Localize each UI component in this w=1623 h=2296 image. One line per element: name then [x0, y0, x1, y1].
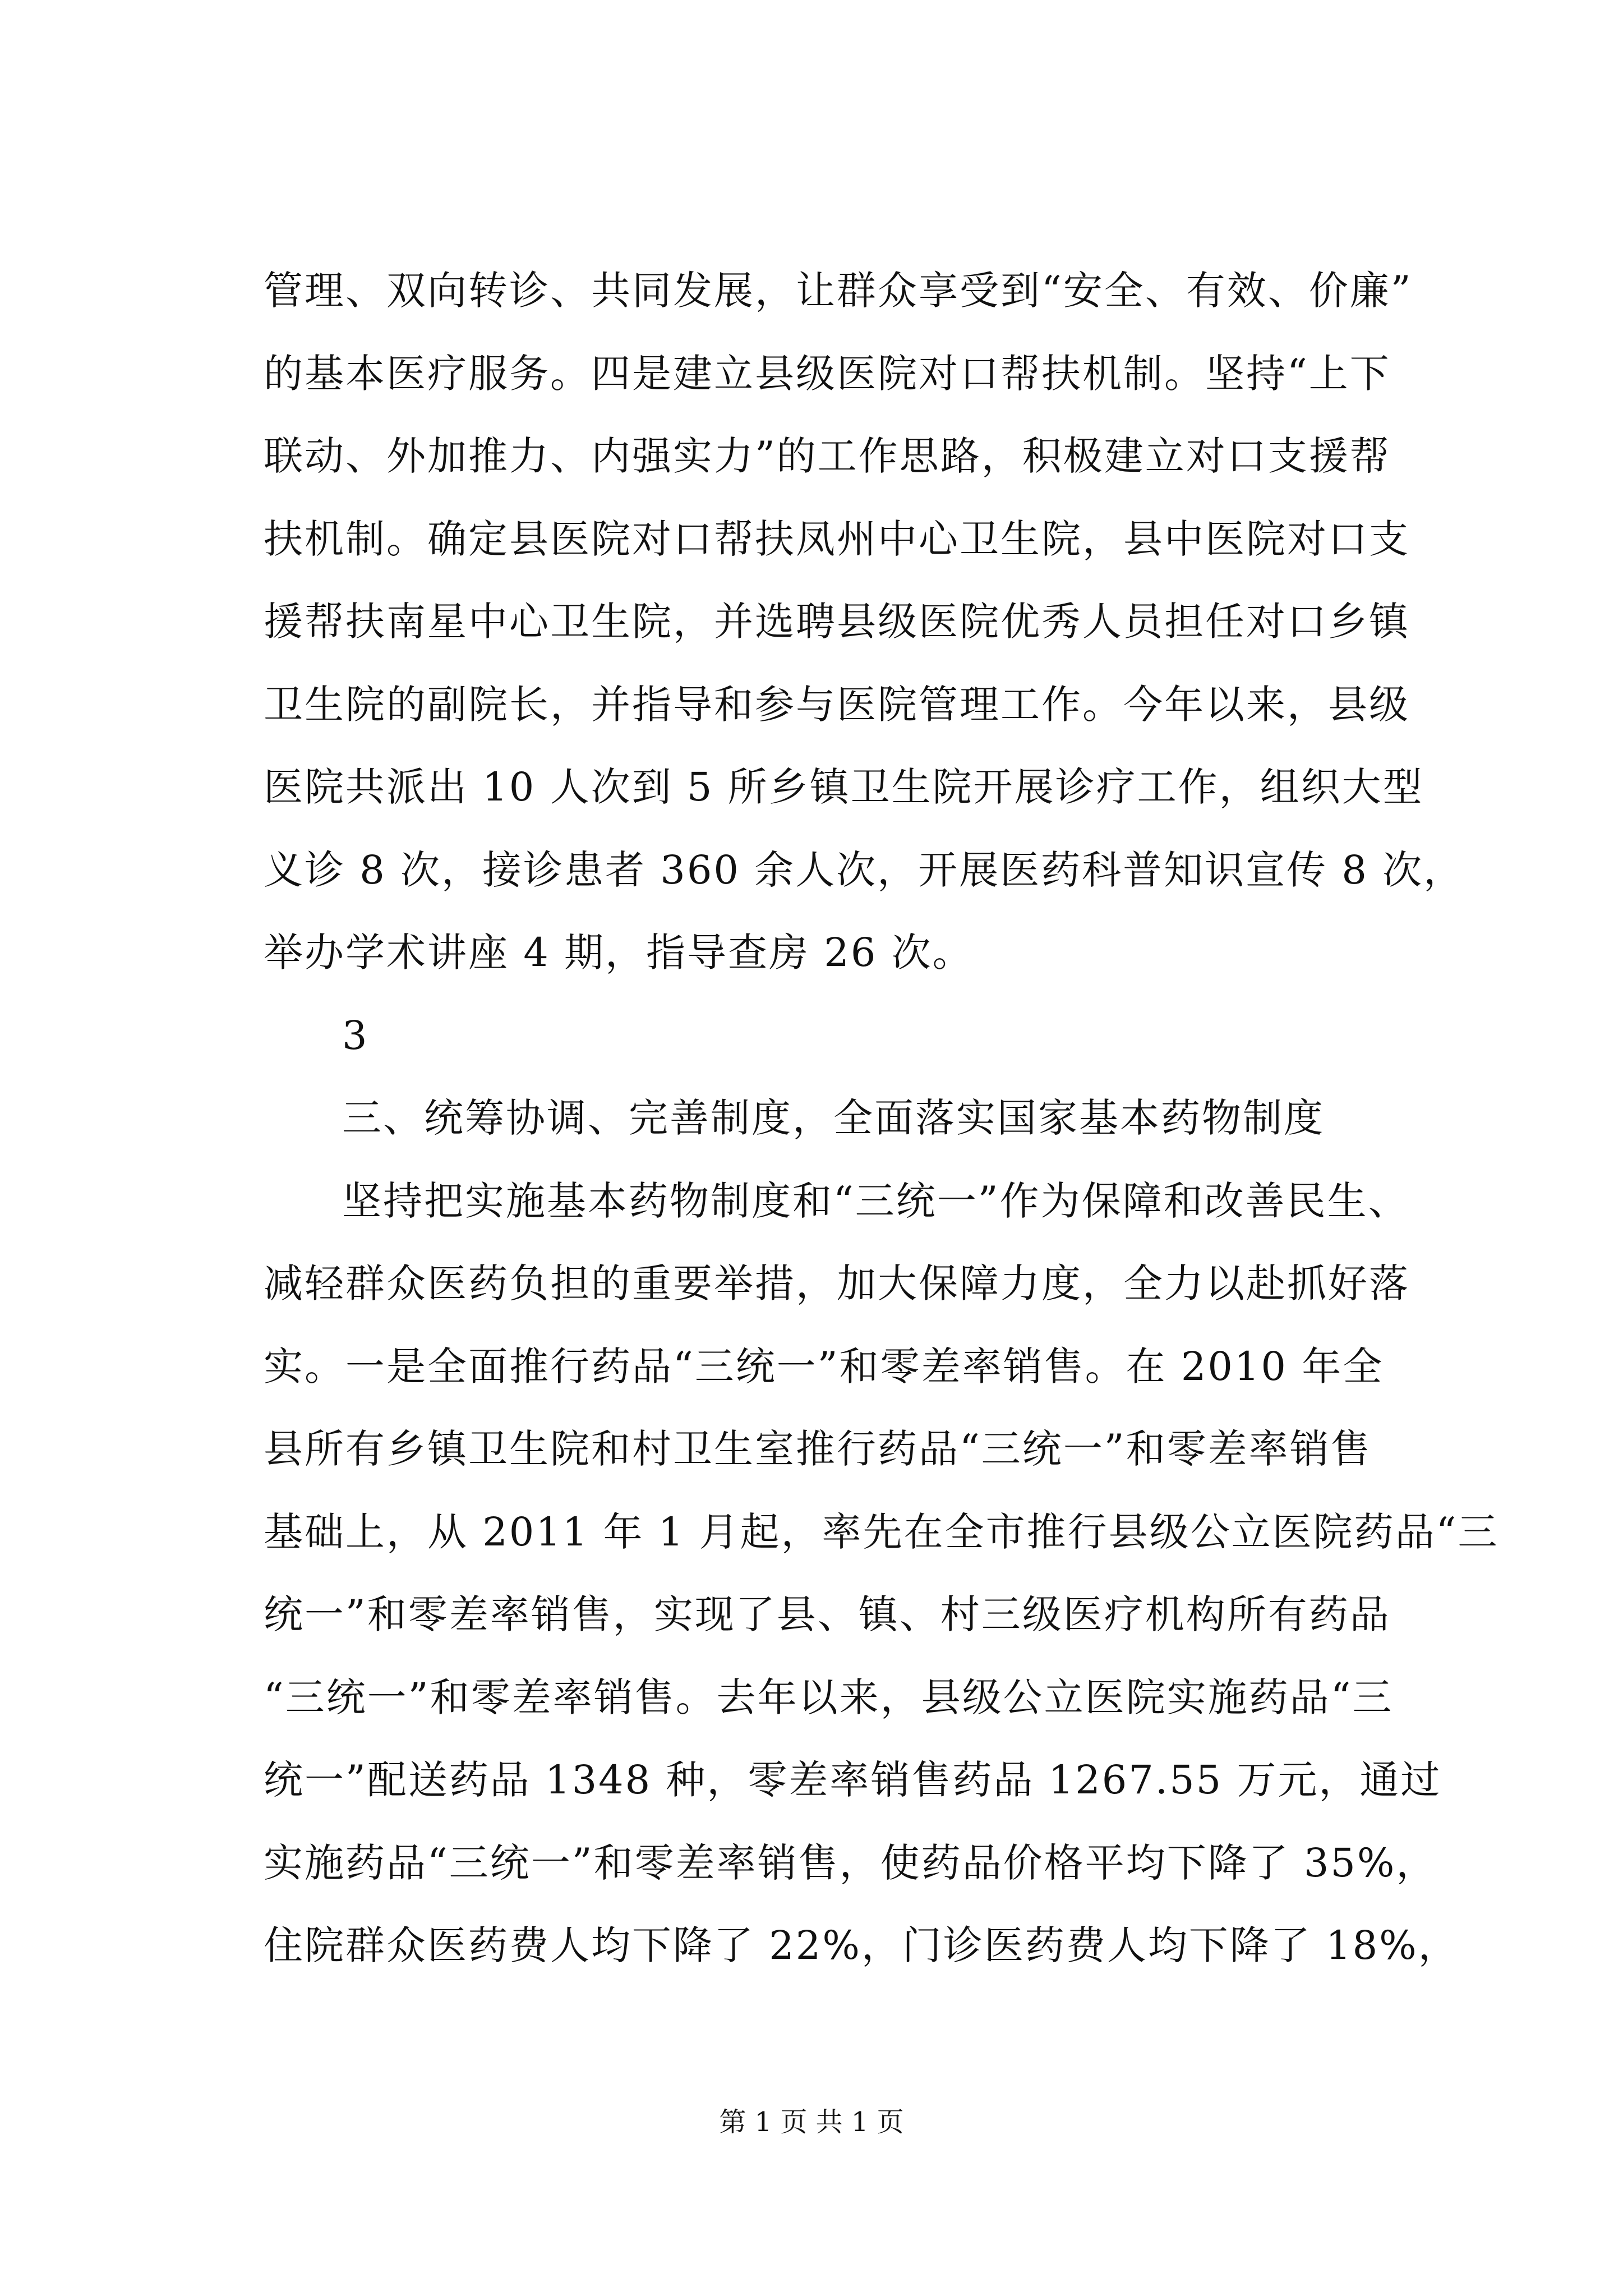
text-line: 减轻群众医药负担的重要举措，加大保障力度，全力以赴抓好落	[264, 1260, 1410, 1306]
text-line: “三统一”和零差率销售。去年以来，县级公立医院实施药品“三	[264, 1674, 1394, 1720]
text-line: 管理、双向转诊、共同发展，让群众享受到“安全、有效、价廉”	[264, 268, 1413, 314]
text-line: 义诊 8 次，接诊患者 360 余人次，开展医药科普知识宣传 8 次，	[264, 846, 1465, 893]
paragraph-start: 坚持把实施基本药物制度和“三统一”作为保障和改善民生、	[342, 1177, 1409, 1224]
text-line: 卫生院的副院长，并指导和参与医院管理工作。今年以来，县级	[264, 681, 1410, 728]
page-footer: 第 1 页 共 1 页	[719, 2106, 904, 2138]
text-line: 的基本医疗服务。四是建立县级医院对口帮扶机制。坚持“上下	[264, 350, 1391, 397]
text-line: 基础上，从 2011 年 1 月起，率先在全市推行县级公立医院药品“三	[264, 1508, 1499, 1555]
text-line: 统一”和零差率销售，实现了县、镇、村三级医疗机构所有药品	[264, 1591, 1391, 1637]
text-line: 实施药品“三统一”和零差率销售，使药品价格平均下降了 35%，	[264, 1839, 1437, 1886]
text-line: 援帮扶南星中心卫生院，并选聘县级医院优秀人员担任对口乡镇	[264, 599, 1410, 645]
text-line: 统一”配送药品 1348 种，零差率销售药品 1267.55 万元，通过	[264, 1757, 1442, 1803]
text-line: 举办学术讲座 4 期，指导查房 26 次。	[264, 930, 974, 976]
text-line: 实。一是全面推行药品“三统一”和零差率销售。在 2010 年全	[264, 1343, 1384, 1389]
text-line: 医院共派出 10 人次到 5 所乡镇卫生院开展诊疗工作，组织大型	[264, 764, 1424, 810]
text-line: 住院群众医药费人均下降了 22%，门诊医药费人均下降了 18%，	[264, 1922, 1459, 1968]
text-line: 扶机制。确定县医院对口帮扶凤州中心卫生院，县中医院对口支	[264, 516, 1410, 562]
page-marker: 3	[342, 1012, 369, 1059]
document-body	[264, 250, 1499, 1987]
text-line: 联动、外加推力、内强实力”的工作思路，积极建立对口支援帮	[264, 433, 1391, 479]
text-line: 县所有乡镇卫生院和村卫生室推行药品“三统一”和零差率销售	[264, 1426, 1372, 1472]
section-heading: 三、统筹协调、完善制度，全面落实国家基本药物制度	[342, 1095, 1325, 1141]
